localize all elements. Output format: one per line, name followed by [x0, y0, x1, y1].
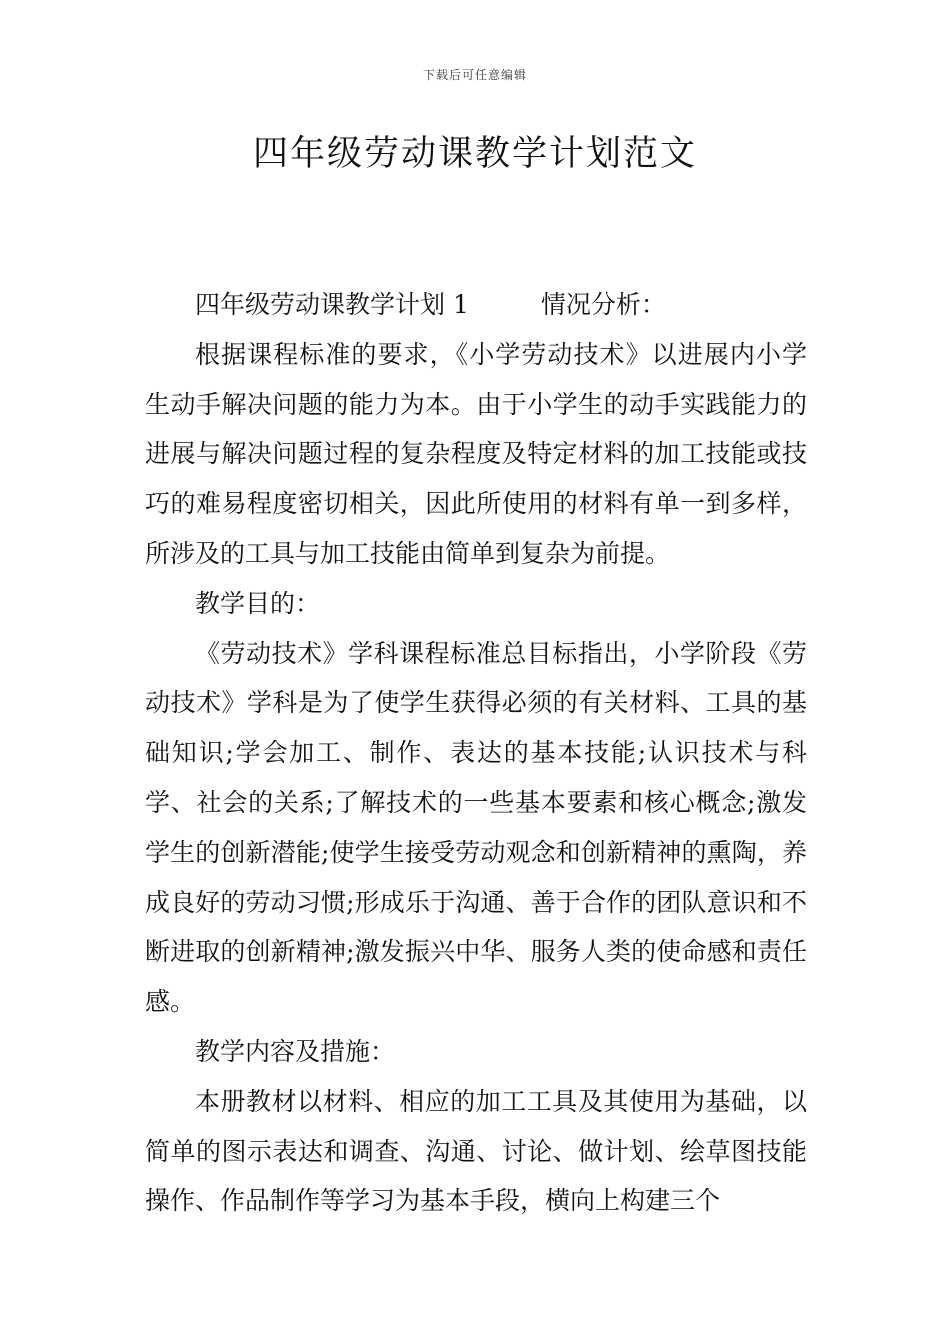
document-body [145, 280, 807, 1226]
paragraph-content-heading: 教学内容及措施： [195, 1036, 396, 1066]
paragraph-goal-heading: 教学目的： [195, 588, 321, 618]
paragraph-goal: 《劳动技术》学科课程标准总目标指出，小学阶段《劳动技术》学科是为了使学生获得必须的有关材料、工具的基础知识;学会加工、制作、表达的基本技能;认识技术与科学、社会的关系;了解技术的一些基本要素和核心概念;激发学生的创新潜能;使学生接受劳动观念和创新精神的熏陶，养成良好的劳动习惯;形成乐于沟通、善于合作的团队意识和不断进取的创新精神;激发振兴中华、服务人类的使命感和责任感。 [145, 638, 807, 1017]
section-heading-line [145, 280, 807, 330]
document-title: 四年级劳动课教学计划范文 [252, 134, 697, 174]
paragraph-content: 本册教材以材料、相应的加工工具及其使用为基础，以简单的图示表达和调查、沟通、讨论、做计划、绘草图技能操作、作品制作等学习为基本手段，横向上构建三个 [145, 1086, 807, 1216]
section-subheading: 情况分析： [540, 290, 666, 319]
paragraph-analysis: 根据课程标准的要求，《小学劳动技术》以进展内小学生动手解决问题的能力为本。由于小学生的动手实践能力的进展与解决问题过程的复杂程度及特定材料的加工技能或技巧的难易程度密切相关，因此所使用的材料有单一到多样，所涉及的工具与加工技能由简单到复杂为前提。 [145, 339, 807, 568]
section-heading: 四年级劳动课教学计划 1 [195, 290, 469, 319]
header-note: 下载后可任意编辑 [422, 68, 527, 82]
